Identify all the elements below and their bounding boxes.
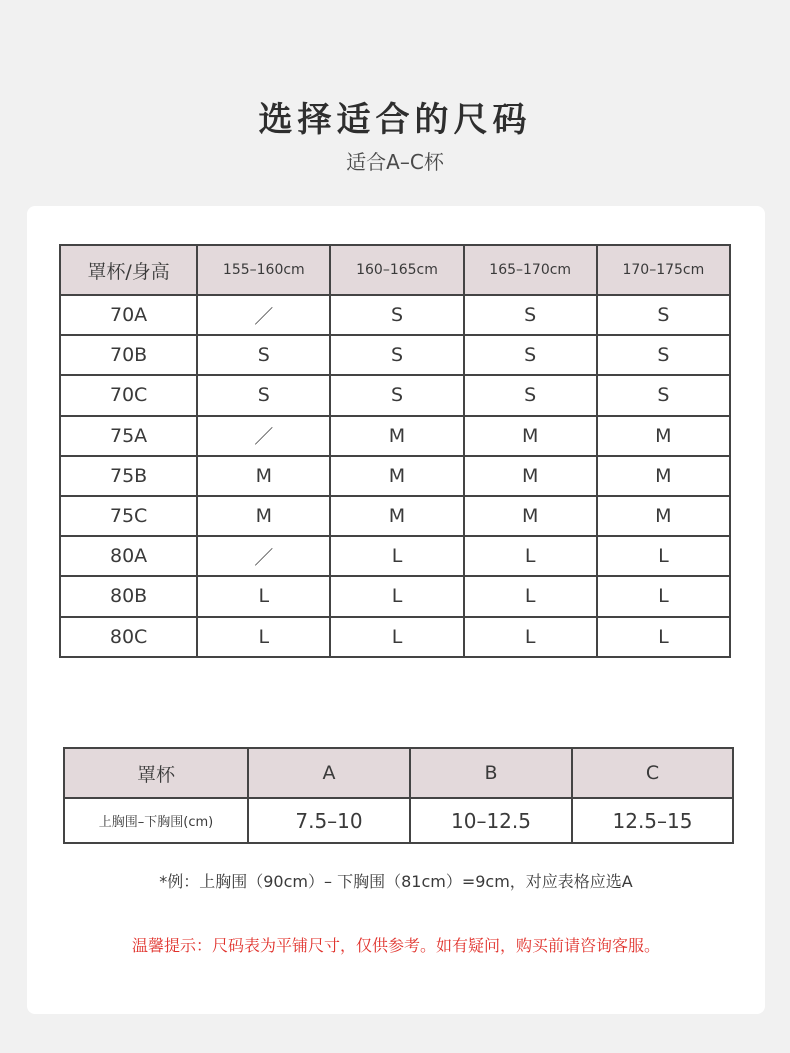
table-cell: L <box>197 617 330 657</box>
table-cell: L <box>464 617 597 657</box>
table-cell: 12.5–15 <box>572 798 733 843</box>
size-table <box>59 244 731 658</box>
table-cell: L <box>330 617 463 657</box>
table-row <box>60 617 730 657</box>
table-cell: M <box>464 496 597 536</box>
table-row <box>60 576 730 616</box>
table-cell: L <box>330 536 463 576</box>
header-height-160-165: 160–165cm <box>330 245 463 295</box>
table-cell: M <box>464 456 597 496</box>
table-cell: M <box>330 456 463 496</box>
cup-table-header-row <box>64 748 733 798</box>
size-table-header-row <box>60 245 730 295</box>
header-height-155-160: 155–160cm <box>197 245 330 295</box>
table-cell: ／ <box>197 536 330 576</box>
table-cell: L <box>464 536 597 576</box>
table-cell: S <box>330 335 463 375</box>
table-row <box>60 496 730 536</box>
table-cell: S <box>597 295 730 335</box>
table-row <box>60 335 730 375</box>
table-cell: L <box>330 576 463 616</box>
page-subtitle: 适合A–C杯 <box>346 150 444 174</box>
table-cell: ／ <box>197 416 330 456</box>
table-cell: S <box>597 375 730 415</box>
table-cell: M <box>597 416 730 456</box>
cup-table <box>63 747 734 844</box>
table-cell: S <box>330 295 463 335</box>
row-label: 80B <box>60 576 197 616</box>
table-cell: S <box>464 375 597 415</box>
table-cell: 7.5–10 <box>248 798 410 843</box>
row-label: 75A <box>60 416 197 456</box>
table-row <box>60 295 730 335</box>
warm-notice: 温馨提示：尺码表为平铺尺寸，仅供参考。如有疑问，购买前请咨询客服。 <box>131 936 660 955</box>
table-row <box>60 456 730 496</box>
table-cell: M <box>330 416 463 456</box>
table-cell: M <box>464 416 597 456</box>
table-row <box>60 536 730 576</box>
table-cell: L <box>597 617 730 657</box>
table-cell: 10–12.5 <box>410 798 572 843</box>
row-label: 80C <box>60 617 197 657</box>
table-cell: S <box>464 335 597 375</box>
table-row <box>60 375 730 415</box>
header-cup-b: B <box>410 748 572 798</box>
row-label-bust-difference: 上胸围–下胸围(cm) <box>64 798 248 843</box>
row-label: 70B <box>60 335 197 375</box>
table-cell: L <box>197 576 330 616</box>
table-row <box>64 798 733 843</box>
header-cup-height: 罩杯/身高 <box>60 245 197 295</box>
table-cell: M <box>597 496 730 536</box>
table-cell: S <box>197 375 330 415</box>
table-cell: L <box>464 576 597 616</box>
size-chart-card <box>27 206 765 1014</box>
table-cell: M <box>597 456 730 496</box>
table-cell: L <box>597 536 730 576</box>
example-note: *例：上胸围（90cm）– 下胸围（81cm）=9cm，对应表格应选A <box>159 872 633 891</box>
table-row <box>60 416 730 456</box>
table-cell: S <box>197 335 330 375</box>
header-cup-c: C <box>572 748 733 798</box>
header-height-170-175: 170–175cm <box>597 245 730 295</box>
header-cup: 罩杯 <box>64 748 248 798</box>
page-title: 选择适合的尺码 <box>258 100 532 140</box>
row-label: 75C <box>60 496 197 536</box>
row-label: 70C <box>60 375 197 415</box>
table-cell: S <box>597 335 730 375</box>
row-label: 70A <box>60 295 197 335</box>
table-cell: M <box>197 456 330 496</box>
row-label: 80A <box>60 536 197 576</box>
table-cell: S <box>330 375 463 415</box>
table-cell: ／ <box>197 295 330 335</box>
table-cell: M <box>330 496 463 536</box>
header-cup-a: A <box>248 748 410 798</box>
table-cell: S <box>464 295 597 335</box>
table-cell: L <box>597 576 730 616</box>
row-label: 75B <box>60 456 197 496</box>
header-height-165-170: 165–170cm <box>464 245 597 295</box>
table-cell: M <box>197 496 330 536</box>
